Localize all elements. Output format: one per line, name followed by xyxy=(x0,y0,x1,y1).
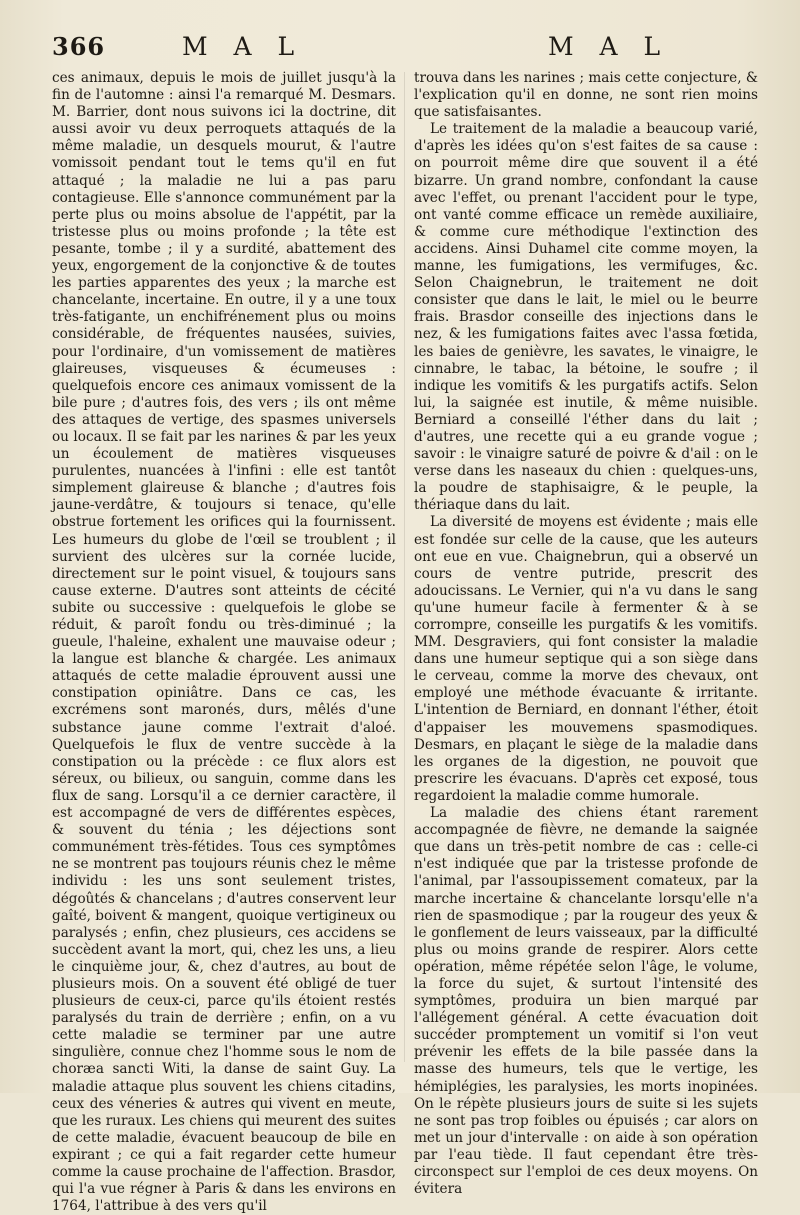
right-column xyxy=(414,70,758,1198)
running-head-right: M A L xyxy=(548,32,670,61)
paragraph: La maladie des chiens étant rarement accompagnée de fièvre, ne demande la saignée que dans un très-petit nombre de cas : celle-ci n'est indiquée que par la tristesse profonde de l'animal, par l'assoupissement comateux, par la marche incertaine & chancelante lorsqu'elle n'a rien de spasmodique ; par la rougeur des yeux & le gonflement de leurs vaisseaux, par la difficulté plus ou moins grande de respirer. Alors cette opération, même répétée selon l'âge, le volume, la force du sujet, & surtout l'intensité des symptômes, produira un bien marqué par l'allégement général. A cette évacuation doit succéder promptement un vomitif si l'on veut prévenir les effets de la bile passée dans la masse des humeurs, tels que le vertige, les hémiplégies, les paralysies, les morts inopinées. On le répète plusieurs jours de suite si les sujets ne sont pas trop foibles ou épuisés ; car alors on met un jour d'intervalle : on aide à son opération par l'eau tiède. Il faut cependant être très-circonspect sur l'emploi de ces deux moyens. On évitera xyxy=(414,805,758,1198)
paragraph: La diversité de moyens est évidente ; mais elle est fondée sur celle de la cause, que les auteurs ont eue en vue. Chaignebrun, qui a observé un cours de ventre putride, prescrit des adoucissans. Le Vernier, qui n'a vu dans le sang qu'une humeur facile à fermenter & à se corrompre, conseille les purgatifs & les vomitifs. MM. Desgraviers, qui font consister la maladie dans une humeur septique qui a son siège dans le cerveau, comme la morve des chevaux, ont employé une méthode évacuante & irritante. L'intention de Berniard, en donnant l'éther, étoit d'appaiser les mouvemens spasmodiques. Desmars, en plaçant le siège de la maladie dans les organes de la digestion, ne pouvoit que prescrire les évacuans. D'après cet exposé, tous regardoient la maladie comme humorale. xyxy=(414,514,758,804)
running-head-left: M A L xyxy=(182,32,304,61)
paragraph: Le traitement de la maladie a beaucoup varié, d'après les idées qu'on s'est faites de sa cause : on pourroit même dire que souvent il a été bizarre. Un grand nombre, confondant la cause avec l'effet, ou prenant l'accident pour le type, ont vanté comme efficace un remède auxiliaire, & comme cure méthodique l'extinction des accidens. Ainsi Duhamel cite comme moyen, la manne, les fumigations, les vermifuges, &c. Selon Chaignebrun, le traitement ne doit consister que dans le lait, le miel ou le beurre frais. Brasdor conseille des injections dans le nez, & les fumigations faites avec l'assa fœtida, les baies de genièvre, les savates, le vinaigre, le cinnabre, le tabac, la bétoine, le soufre ; il indique les vomitifs & les purgatifs actifs. Selon lui, la saignée est inutile, & même nuisible. Berniard a conseillé l'éther dans du lait ; d'autres, une recette qui a eu grande vogue ; savoir : le vinaigre saturé de poivre & d'ail : on le verse dans les naseaux du chien : quelques-uns, la poudre de staphisaigre, & le peuple, la thériaque dans du lait. xyxy=(414,121,758,514)
text-columns xyxy=(52,70,758,1215)
page-header xyxy=(52,32,758,66)
page-number: 366 xyxy=(52,32,106,61)
paragraph: ces animaux, depuis le mois de juillet jusqu'à la fin de l'automne : ainsi l'a remarqué M. Desmars. M. Barrier, dont nous suivons ici la doctrine, dit aussi avoir vu deux perroquets attaqués de la même maladie, un desquels mourut, & l'autre vomissoit pendant tout le tems qu'il en fut attaqué ; la maladie ne lui a pas paru contagieuse. Elle s'annonce communément par la perte plus ou moins absolue de l'appétit, par la tristesse plus ou moins profonde ; la tête est pesante, tombe ; il y a surdité, abattement des yeux, engorgement de la conjonctive & de toutes les parties apparentes des yeux ; la marche est chancelante, incertaine. En outre, il y a une toux très-fatigante, un enchifrénement plus ou moins considérable, de fréquentes nausées, suivies, pour l'ordinaire, d'un vomissement de matières glaireuses, visqueuses & écumeuses : quelquefois encore ces animaux vomissent de la bile pure ; d'autres fois, des vers ; ils ont même des attaques de vertige, des spasmes universels ou locaux. Il se fait par les narines & par les yeux un écoulement de matières visqueuses purulentes, nuancées à l'infini : elle est tantôt simplement glaireuse & blanche ; d'autres fois jaune-verdâtre, & toujours si tenace, qu'elle obstrue fortement les orifices qui la fournissent. Les humeurs du globe de l'œil se troublent ; il survient des ulcères sur la cornée lucide, directement sur le point visuel, & toujours sans cause externe. D'autres sont atteints de cécité subite ou successive : quelquefois le globe se réduit, & paroît fondu ou très-diminué ; la gueule, l'haleine, exhalent une mauvaise odeur ; la langue est blanche & chargée. Les animaux attaqués de cette maladie éprouvent aussi une constipation opiniâtre. Dans ce cas, les excrémens sont maronés, durs, mêlés d'une substance jaune comme l'extrait d'aloé. Quelquefois le flux de ventre succède à la constipation ou la précède : ce flux alors est séreux, ou bilieux, ou sanguin, comme dans les flux de sang. Lorsqu'il a ce dernier caractère, il est accompagné de vers de différentes espèces, & souvent du ténia ; les déjections sont communément très-fétides. Tous ces symptômes ne se montrent pas toujours réunis chez le même individu : les uns sont seulement tristes, dégoûtés & chancelans ; d'autres conservent leur gaîté, boivent & mangent, quoique vertigineux ou paralysés ; enfin, chez plusieurs, ces accidens se succèdent avant la mort, qui, chez les uns, a lieu le cinquième jour, &, chez d'autres, au bout de plusieurs mois. On a souvent été obligé de tuer plusieurs de ceux-ci, parce qu'ils étoient restés paralysés du train de derrière ; enfin, on a vu cette maladie se terminer par une autre singulière, connue chez l'homme sous le nom de choræa sancti Witi, la danse de saint Guy. La maladie attaque plus souvent les chiens citadins, ceux des véneries & autres qui vivent en meute, que les ruraux. Les chiens qui meurent des suites de cette maladie, évacuent beaucoup de bile en expirant ; ce qui a fait regarder cette humeur comme la cause prochaine de l'affection. Brasdor, qui l'a vue régner à Paris & dans les environs en 1764, l'attribue à des vers qu'il xyxy=(52,70,396,1215)
left-column xyxy=(52,70,396,1215)
paragraph: trouva dans les narines ; mais cette conjecture, & l'explication qu'il en donne, ne sont rien moins que satisfaisantes. xyxy=(414,70,758,121)
